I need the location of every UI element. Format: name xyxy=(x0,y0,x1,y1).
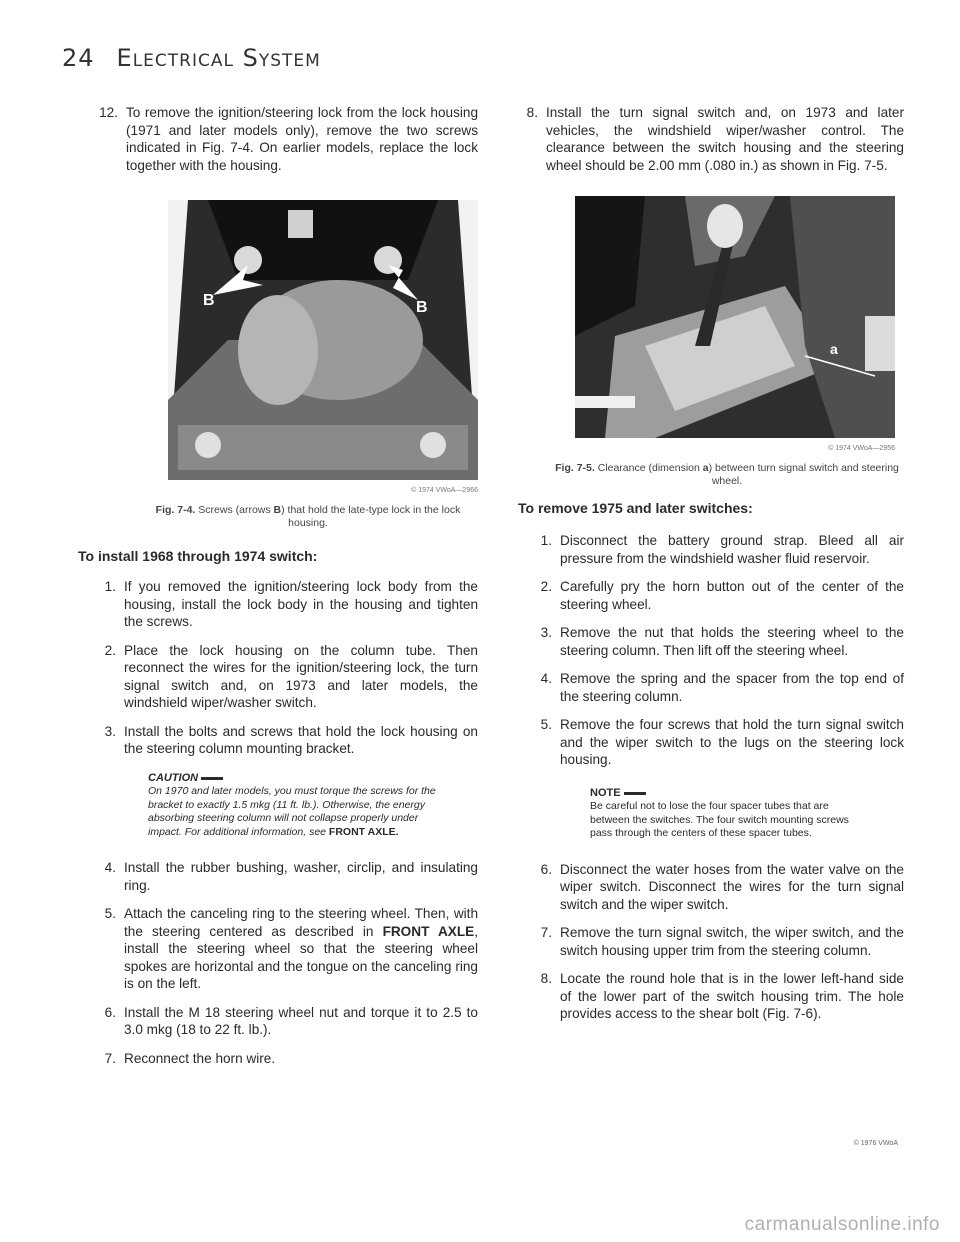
caution-body xyxy=(148,785,448,839)
figure-7-4-caption xyxy=(138,504,478,530)
end-credit: © 1976 VWoA xyxy=(853,1140,898,1147)
step-text: To remove the ignition/steering lock from the lock housing (1971 and later models only), remove the two screws indicated in Fig. 7-4. On earlier models, replace the lock together with the housing. xyxy=(126,105,478,173)
step-2-remove xyxy=(534,578,904,613)
right-column xyxy=(520,104,904,1034)
caution-label: CAUTION xyxy=(148,771,199,784)
watermark: carmanualsonline.info xyxy=(744,1214,940,1235)
step-text: Disconnect the battery ground strap. Bleed all air pressure from the windshield washer fluid reservoir. xyxy=(560,533,904,566)
step-3 xyxy=(98,723,478,758)
step-7-remove xyxy=(534,924,904,959)
step-text-part: , install the steering wheel so that the steering wheel spokes are horizontal and the tongue on the canceling ring is on the left. xyxy=(124,923,478,991)
step-6 xyxy=(98,1004,478,1039)
caption-ref: B xyxy=(273,504,282,516)
step-number: 8. xyxy=(540,971,552,986)
figure-label-b-right: B xyxy=(416,299,428,316)
step-text: Remove the four screws that hold the turn signal switch and the wiper switch to the lugs on the steering lock housing. xyxy=(560,717,904,767)
step-text: Carefully pry the horn button out of the center of the steering wheel. xyxy=(560,579,904,612)
left-column xyxy=(78,104,478,1078)
caption-text: Screws (arrows xyxy=(195,504,274,516)
figure-credit: © 1974 VWoA—2956 xyxy=(828,445,895,452)
step-text: Install the turn signal switch and, on 1973 and later vehicles, the windshield wiper/washer control. The clearance between the switch housing and the steering wheel should be 2.00 mm (.080 in.) as shown in Fig. 7-5. xyxy=(546,105,904,173)
step-number: 3. xyxy=(540,625,552,640)
step-8-install xyxy=(520,104,904,174)
caution-text: On 1970 and later models, you must torque the screws for the bracket to exactly 1.5 mkg (11 ft. lb.). Otherwise, the energy absorbing steering column will not collapse properly under impact. For additional information, see xyxy=(148,785,436,838)
caption-label: Fig. 7-5. xyxy=(555,462,595,474)
step-5 xyxy=(98,905,478,993)
step-number: 3. xyxy=(104,723,116,739)
step-text: Remove the spring and the spacer from the top end of the steering column. xyxy=(560,671,904,704)
caution-ref: FRONT AXLE. xyxy=(328,825,399,838)
step-1-remove xyxy=(534,532,904,567)
step-number: 5. xyxy=(104,906,116,921)
step-5-remove xyxy=(534,716,904,769)
figure-7-4-photo xyxy=(168,200,478,480)
step-number: 12. xyxy=(99,105,118,120)
page-number: 24 xyxy=(62,44,95,72)
step-text: Install the bolts and screws that hold the lock housing on the steering column mounting bracket. xyxy=(124,723,478,756)
step-number: 8. xyxy=(526,105,538,120)
step-number: 5. xyxy=(540,717,552,732)
step-number: 7. xyxy=(104,1050,116,1066)
step-ref: FRONT AXLE xyxy=(382,923,475,939)
step-text-part: Attach the canceling ring to the steering wheel. Then, with the steering centered as described in xyxy=(124,906,478,939)
page-header xyxy=(62,44,321,72)
caption-label: Fig. 7-4. xyxy=(155,504,196,516)
step-text: Install the M 18 steering wheel nut and torque it to 2.5 to 3.0 mkg (18 to 22 ft. lb.). xyxy=(124,1004,478,1037)
note-body: Be careful not to lose the four spacer tubes that are between the switches. The four switch mounting screws pass through the centers of these spacer tubes. xyxy=(590,800,849,839)
figure-7-5-photo xyxy=(575,196,895,438)
step-number: 1. xyxy=(104,579,116,594)
caption-text: Clearance (dimension xyxy=(594,462,703,474)
figure-credit: © 1974 VWoA—2966 xyxy=(411,487,478,494)
step-12 xyxy=(98,104,478,174)
figure-7-5-caption xyxy=(550,462,904,488)
step-text: Remove the nut that holds the steering wheel to the steering column. Then lift off the steering wheel. xyxy=(560,625,904,658)
step-6-remove xyxy=(534,861,904,914)
figure-label-a: a xyxy=(830,341,838,357)
step-number: 1. xyxy=(540,533,552,548)
step-number: 4. xyxy=(104,860,116,875)
caption-text: ) between turn signal switch and steering wheel. xyxy=(708,462,899,487)
caution-callout xyxy=(148,772,448,840)
step-number: 2. xyxy=(540,579,552,594)
section-heading-remove: To remove 1975 and later switches: xyxy=(518,500,753,516)
step-text: Disconnect the water hoses from the water valve on the wiper switch. Disconnect the wires for the turn signal switch and the wiper switch. xyxy=(560,861,904,912)
step-text: Reconnect the horn wire. xyxy=(124,1050,276,1066)
note-callout xyxy=(590,787,850,841)
step-text: If you removed the ignition/steering lock body from the housing, install the lock body in the housing and tighten the screws. xyxy=(124,579,478,629)
section-heading-install: To install 1968 through 1974 switch: xyxy=(78,548,318,564)
figure-7-4 xyxy=(168,200,478,494)
note-title xyxy=(590,787,850,801)
step-4 xyxy=(98,859,478,894)
step-3-remove xyxy=(534,624,904,659)
step-1 xyxy=(98,578,478,631)
step-text: Place the lock housing on the column tube. Then reconnect the wires for the ignition/steering lock, the turn signal switch and, on 1973 and later models, the windshield wiper/washer switch. xyxy=(124,642,478,710)
step-7 xyxy=(98,1050,478,1068)
step-number: 6. xyxy=(104,1004,116,1020)
step-number: 2. xyxy=(104,642,116,658)
step-4-remove xyxy=(534,670,904,705)
step-number: 6. xyxy=(540,861,552,877)
step-2 xyxy=(98,642,478,712)
step-text: Install the rubber bushing, washer, circlip, and insulating ring. xyxy=(124,860,478,893)
step-number: 7. xyxy=(540,925,552,940)
step-text: Locate the round hole that is in the lower left-hand side of the lower part of the switch housing trim. The hole provides access to the shear bolt (Fig. 7-6). xyxy=(560,971,904,1021)
step-8-remove xyxy=(534,970,904,1023)
figure-7-5 xyxy=(575,196,895,452)
step-text: Remove the turn signal switch, the wiper switch, and the switch housing upper trim from the steering column. xyxy=(560,925,904,958)
step-text xyxy=(120,905,478,993)
note-label: NOTE xyxy=(590,786,621,799)
page-title: Electrical System xyxy=(116,44,321,72)
caption-ref: a xyxy=(702,462,709,474)
step-number: 4. xyxy=(540,671,552,686)
figure-label-b-left: B xyxy=(203,292,215,309)
caption-text: ) that hold the late-type lock in the lock housing. xyxy=(281,504,461,529)
caution-title xyxy=(148,772,448,786)
